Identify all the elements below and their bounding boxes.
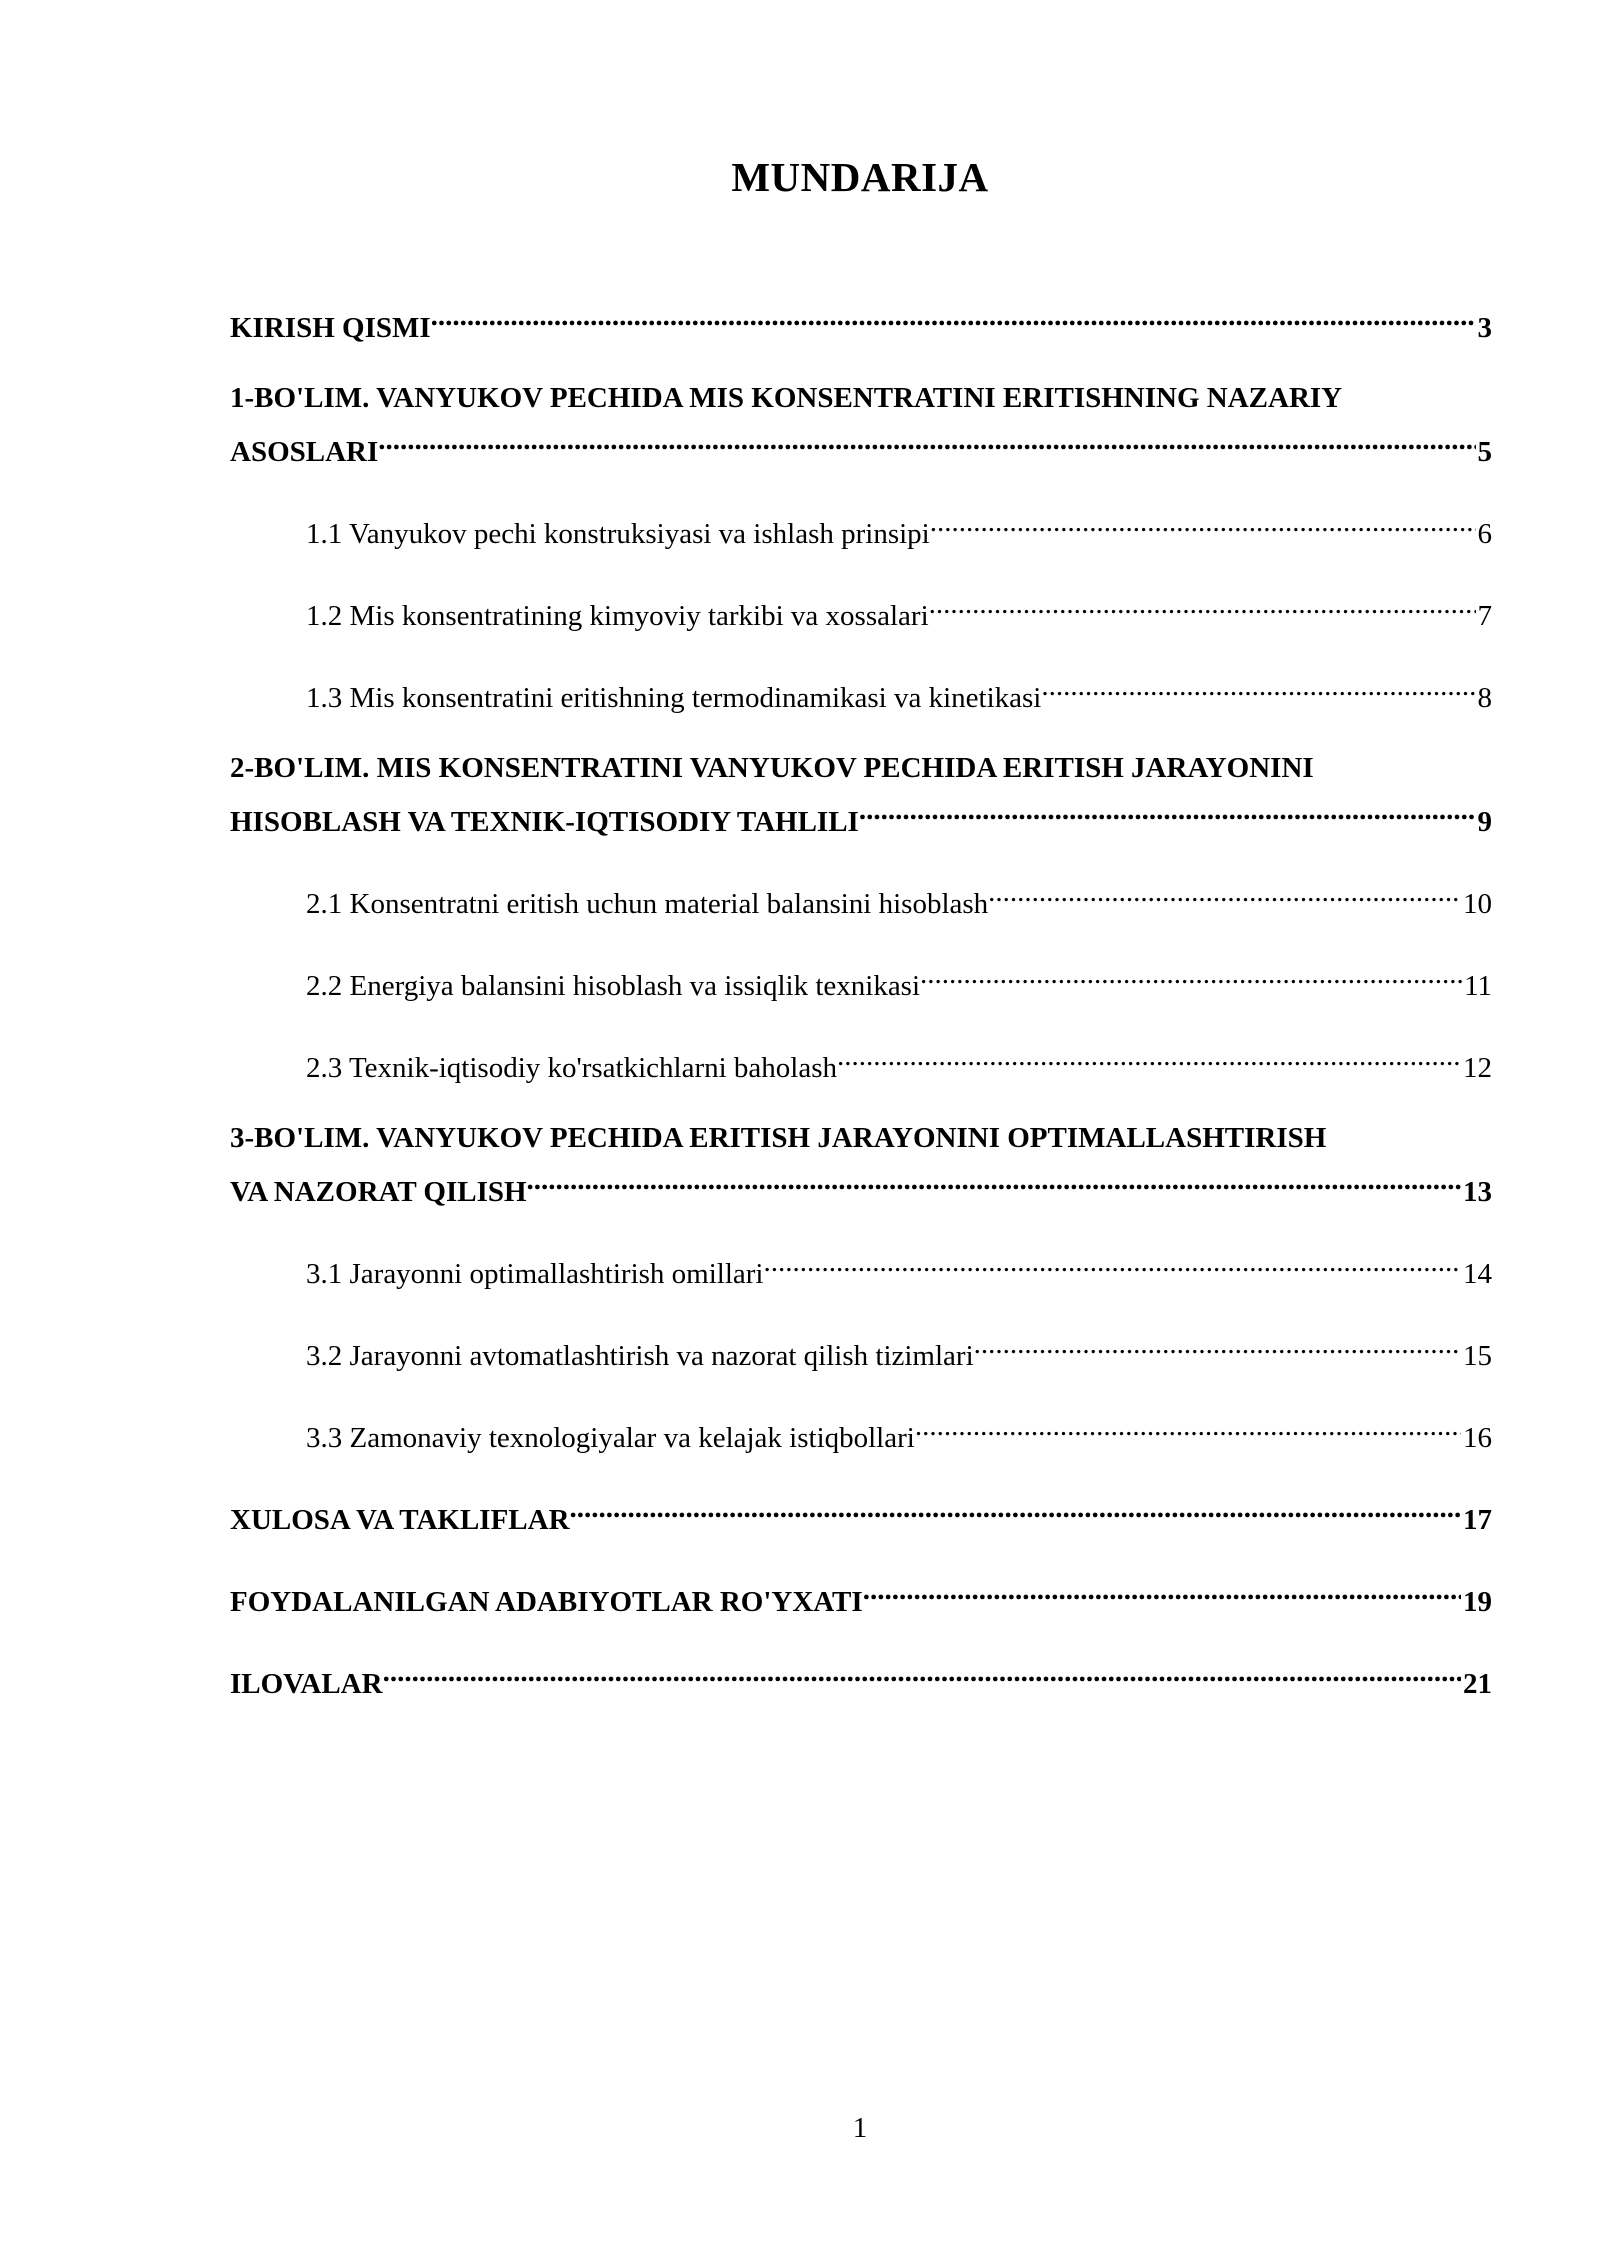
dot-leader — [837, 1035, 1461, 1077]
toc-entry-label: 3.3 Zamonaviy texnologiyalar va kelajak istiqbollari — [306, 1422, 915, 1454]
dot-leader — [527, 1159, 1461, 1201]
toc-page-number: 16 — [1463, 1422, 1492, 1454]
toc-entry-label: 3.1 Jarayonni optimallashtirish omillari — [306, 1258, 764, 1290]
dot-leader — [988, 871, 1461, 913]
dot-leader — [859, 789, 1476, 831]
toc-entry-label: KIRISH QISMI — [230, 312, 431, 344]
toc-entry-label-line2: ASOSLARI — [230, 436, 379, 468]
toc-entry-label: FOYDALANILGAN ADABIYOTLAR RO'YXATI — [230, 1586, 863, 1618]
toc-page-number: 3 — [1477, 312, 1492, 344]
toc-entry-section-3-3[interactable] — [230, 1405, 1492, 1459]
toc-entry-label-line2: HISOBLASH VA TEXNIK-IQTISODIY TAHLILI — [230, 806, 859, 838]
toc-page-number: 13 — [1463, 1176, 1492, 1208]
toc-entry-label: 1.1 Vanyukov pechi konstruksiyasi va ishlash prinsipi — [306, 518, 930, 550]
toc-page-number: 11 — [1464, 970, 1492, 1002]
toc-entry-label: ILOVALAR — [230, 1668, 383, 1700]
page-number: 1 — [852, 2112, 868, 2144]
table-of-contents — [230, 295, 1492, 1705]
toc-page-number: 5 — [1477, 436, 1492, 468]
dot-leader — [929, 583, 1476, 625]
dot-leader — [383, 1651, 1461, 1693]
dot-leader — [431, 295, 1476, 337]
toc-entry-label-line2: VA NAZORAT QILISH — [230, 1176, 527, 1208]
toc-entry-section-2-2[interactable] — [230, 953, 1492, 1007]
toc-page-number: 9 — [1477, 806, 1492, 838]
toc-entry-references[interactable] — [230, 1569, 1492, 1623]
toc-page-number: 15 — [1463, 1340, 1492, 1372]
toc-entry-label: 2.1 Konsentratni eritish uchun material balansini hisoblash — [306, 888, 989, 920]
toc-entry-label-line1: 1-BO'LIM. VANYUKOV PECHIDA MIS KONSENTRATINI ERITISHNING NAZARIY — [230, 382, 1343, 414]
page-title: MUNDARIJA — [731, 154, 989, 200]
dot-leader — [920, 953, 1462, 995]
toc-page-number: 17 — [1463, 1504, 1492, 1536]
toc-entry-label-line1: 3-BO'LIM. VANYUKOV PECHIDA ERITISH JARAYONINI OPTIMALLASHTIRISH — [230, 1122, 1327, 1154]
toc-entry-label: 2.3 Texnik-iqtisodiy ko'rsatkichlarni baholash — [306, 1052, 838, 1084]
toc-entry-section-1-1[interactable] — [230, 501, 1492, 555]
dot-leader — [915, 1405, 1461, 1447]
toc-entry-section-3-2[interactable] — [230, 1323, 1492, 1377]
toc-entry-section-2-1[interactable] — [230, 871, 1492, 925]
toc-entry-label: 1.2 Mis konsentratining kimyoviy tarkibi va xossalari — [306, 600, 929, 632]
dot-leader — [764, 1241, 1462, 1283]
toc-entry-section-1-2[interactable] — [230, 583, 1492, 637]
toc-page-number: 19 — [1463, 1586, 1492, 1618]
dot-leader — [1041, 665, 1475, 707]
toc-page-number: 6 — [1477, 518, 1492, 550]
dot-leader — [570, 1487, 1461, 1529]
toc-page-number: 7 — [1477, 600, 1492, 632]
toc-entry-section-3-1[interactable] — [230, 1241, 1492, 1295]
toc-entry-section-1-3[interactable] — [230, 665, 1492, 719]
toc-page-number: 14 — [1463, 1258, 1492, 1290]
toc-entry-label-line1: 2-BO'LIM. MIS KONSENTRATINI VANYUKOV PECHIDA ERITISH JARAYONINI — [230, 752, 1314, 784]
toc-entry-intro[interactable] — [230, 295, 1492, 349]
toc-entry-chapter-2[interactable] — [230, 747, 1492, 843]
toc-page-number: 8 — [1477, 682, 1492, 714]
toc-page-number: 12 — [1463, 1052, 1492, 1084]
toc-page-number: 21 — [1463, 1668, 1492, 1700]
toc-entry-appendix[interactable] — [230, 1651, 1492, 1705]
toc-entry-section-2-3[interactable] — [230, 1035, 1492, 1089]
toc-entry-conclusion[interactable] — [230, 1487, 1492, 1541]
toc-entry-chapter-1[interactable] — [230, 377, 1492, 473]
toc-page-number: 10 — [1463, 888, 1492, 920]
dot-leader — [930, 501, 1476, 543]
dot-leader — [974, 1323, 1461, 1365]
toc-entry-label: 3.2 Jarayonni avtomatlashtirish va nazorat qilish tizimlari — [306, 1340, 974, 1372]
toc-entry-chapter-3[interactable] — [230, 1117, 1492, 1213]
dot-leader — [863, 1569, 1461, 1611]
toc-entry-label: 1.3 Mis konsentratini eritishning termodinamikasi va kinetikasi — [306, 682, 1042, 714]
toc-entry-label: XULOSA VA TAKLIFLAR — [230, 1504, 570, 1536]
toc-entry-label: 2.2 Energiya balansini hisoblash va issiqlik texnikasi — [306, 970, 921, 1002]
dot-leader — [378, 419, 1475, 461]
